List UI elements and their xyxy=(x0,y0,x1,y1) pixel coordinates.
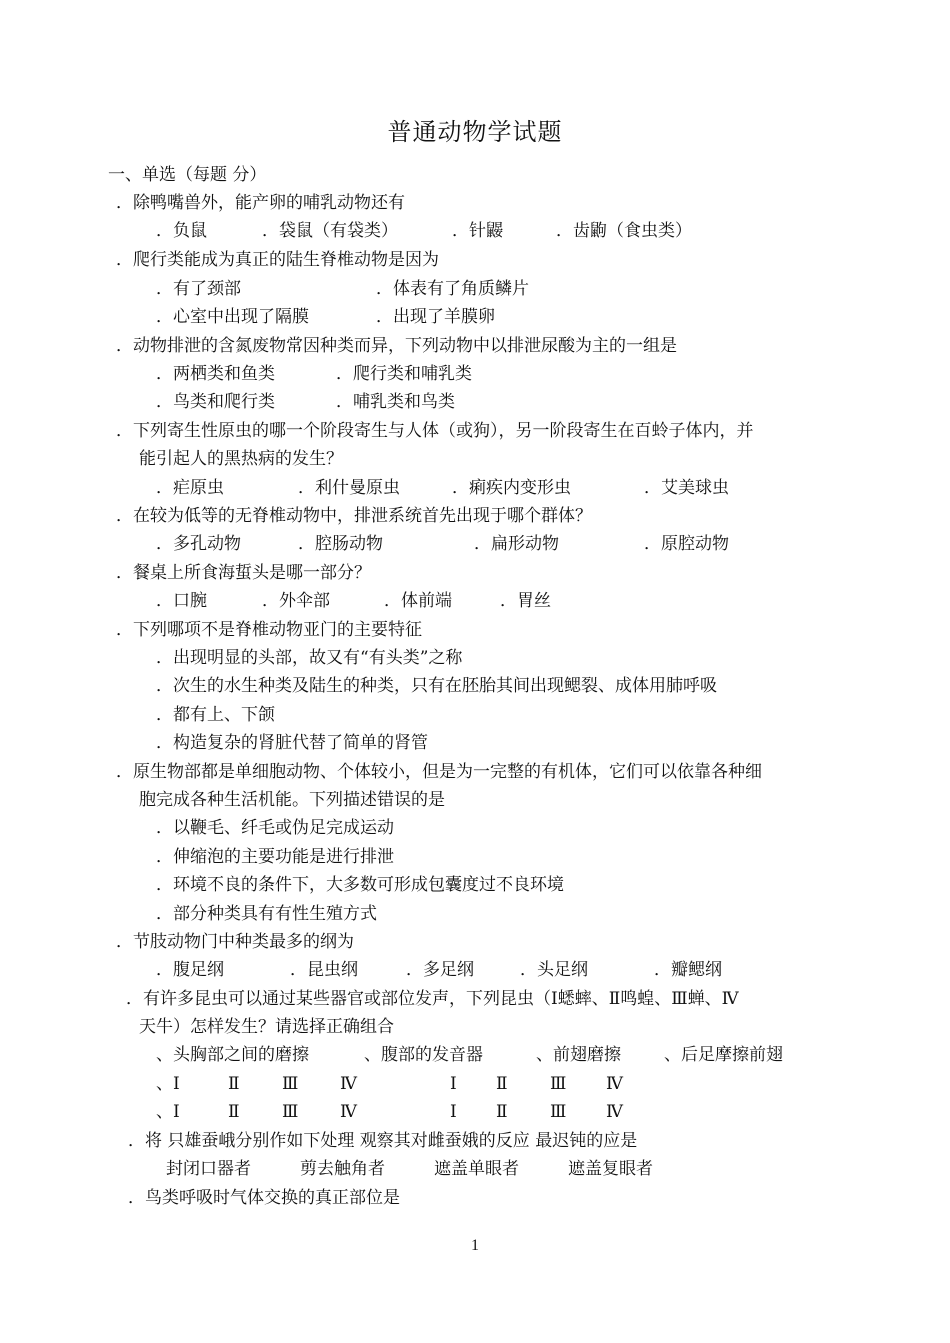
question-1-stem: ．除鸭嘴兽外，能产卵的哺乳动物还有 xyxy=(116,193,405,213)
q10-option-row-1-cell: Ⅱ xyxy=(496,1074,508,1094)
q10-option-row-1-cell: Ⅱ xyxy=(228,1074,240,1094)
q10-option-row-2-cell: Ⅱ xyxy=(228,1102,240,1122)
q4-option-c: ．痢疾内变形虫 xyxy=(452,478,571,498)
q4-option-d: ．艾美球虫 xyxy=(644,478,729,498)
q4-option-b: ．利什曼原虫 xyxy=(298,478,400,498)
question-12-stem: ．鸟类呼吸时气体交换的真正部位是 xyxy=(128,1188,400,1208)
q8-option-a: ．以鞭毛、纤毛或伪足完成运动 xyxy=(156,818,394,838)
q10-option-row-2-cell: 、Ⅰ xyxy=(156,1102,180,1122)
q8-option-d: ．部分种类具有有性生殖方式 xyxy=(156,904,377,924)
question-4-stem-line-1: ．下列寄生性原虫的哪一个阶段寄生与人体（或狗），另一阶段寄生在百蛉子体内，并 xyxy=(116,421,754,441)
q6-option-b: ．外伞部 xyxy=(262,591,330,611)
q5-option-d: ．原腔动物 xyxy=(644,534,729,554)
question-6-stem: ．餐桌上所食海蜇头是哪一部分？ xyxy=(116,563,371,583)
q3-option-b: ．爬行类和哺乳类 xyxy=(336,364,472,384)
question-2-stem: ．爬行类能成为真正的陆生脊椎动物是因为 xyxy=(116,250,439,270)
q3-option-d: ．哺乳类和鸟类 xyxy=(336,392,455,412)
q7-option-d: ．构造复杂的肾脏代替了简单的肾管 xyxy=(156,733,428,753)
q6-option-c: ．体前端 xyxy=(384,591,452,611)
question-5-stem: ．在较为低等的无脊椎动物中，排泄系统首先出现于哪个群体？ xyxy=(116,506,592,526)
page-number: 1 xyxy=(471,1237,479,1254)
question-8-stem-line-2: 胞完成各种生活机能。下列描述错误的是 xyxy=(139,790,445,810)
question-10-stem-line-1: ．有许多昆虫可以通过某些器官或部位发声，下列昆虫（Ⅰ蟋蟀、Ⅱ鸣蝗、Ⅲ蝉、Ⅳ xyxy=(126,989,739,1009)
q10-option-row-1-cell: Ⅳ xyxy=(606,1074,623,1094)
question-9-stem: ．节肢动物门中种类最多的纲为 xyxy=(116,932,354,952)
q2-option-b: ．体表有了角质鳞片 xyxy=(376,279,529,299)
q10-option-row-2-cell: Ⅰ xyxy=(450,1102,457,1122)
q1-option-d: ．齿鼩（食虫类） xyxy=(556,221,692,241)
q3-option-a: ．两栖类和鱼类 xyxy=(156,364,275,384)
question-11-stem: ．将 只雄蚕峨分别作如下处理 观察其对雌蚕娥的反应 最迟钝的应是 xyxy=(128,1131,638,1151)
q10-item-1: 、头胸部之间的磨擦 xyxy=(156,1045,309,1065)
q2-option-a: ．有了颈部 xyxy=(156,279,241,299)
q9-option-c: ．多足纲 xyxy=(406,960,474,980)
q10-option-row-2-cell: Ⅲ xyxy=(282,1102,299,1122)
q10-option-row-1-cell: Ⅰ xyxy=(450,1074,457,1094)
q10-option-row-1-cell: 、Ⅰ xyxy=(156,1074,180,1094)
question-8-stem-line-1: ．原生物部都是单细胞动物、个体较小，但是为一完整的有机体，它们可以依靠各种细 xyxy=(116,762,762,782)
q6-option-d: ．胃丝 xyxy=(500,591,551,611)
q1-option-b: ．袋鼠（有袋类） xyxy=(262,221,398,241)
q2-option-d: ．出现了羊膜卵 xyxy=(376,307,495,327)
q6-option-a: ．口腕 xyxy=(156,591,207,611)
q10-item-3: 、前翅磨擦 xyxy=(536,1045,621,1065)
question-4-stem-line-2: 能引起人的黑热病的发生？ xyxy=(139,449,343,469)
q9-option-b: ．昆虫纲 xyxy=(290,960,358,980)
q11-option-d: 遮盖复眼者 xyxy=(568,1159,653,1179)
q7-option-b: ．次生的水生种类及陆生的种类，只有在胚胎其间出现鳃裂、成体用肺呼吸 xyxy=(156,676,717,696)
question-7-stem: ．下列哪项不是脊椎动物亚门的主要特征 xyxy=(116,620,422,640)
q1-option-c: ．针鼹 xyxy=(452,221,503,241)
q5-option-b: ．腔肠动物 xyxy=(298,534,383,554)
q8-option-b: ．伸缩泡的主要功能是进行排泄 xyxy=(156,847,394,867)
question-10-stem-line-2: 天牛）怎样发生？请选择正确组合 xyxy=(139,1017,394,1037)
q2-option-c: ．心室中出现了隔膜 xyxy=(156,307,309,327)
q8-option-c: ．环境不良的条件下，大多数可形成包囊度过不良环境 xyxy=(156,875,564,895)
q10-item-4: 、后足摩擦前翅 xyxy=(664,1045,783,1065)
q11-option-a: 封闭口器者 xyxy=(166,1159,251,1179)
q10-option-row-1-cell: Ⅲ xyxy=(550,1074,567,1094)
q7-option-a: ．出现明显的头部，故又有“有头类”之称 xyxy=(156,648,463,668)
q10-option-row-1-cell: Ⅳ xyxy=(340,1074,357,1094)
q10-item-2: 、腹部的发音器 xyxy=(364,1045,483,1065)
q10-option-row-2-cell: Ⅱ xyxy=(496,1102,508,1122)
q9-option-d: ．头足纲 xyxy=(520,960,588,980)
q11-option-c: 遮盖单眼者 xyxy=(434,1159,519,1179)
q11-option-b: 剪去触角者 xyxy=(300,1159,385,1179)
q4-option-a: ．疟原虫 xyxy=(156,478,224,498)
q10-option-row-1-cell: Ⅲ xyxy=(282,1074,299,1094)
q10-option-row-2-cell: Ⅳ xyxy=(606,1102,623,1122)
document-title: 普通动物学试题 xyxy=(387,118,563,146)
q5-option-c: ．扁形动物 xyxy=(474,534,559,554)
q10-option-row-2-cell: Ⅲ xyxy=(550,1102,567,1122)
q3-option-c: ．鸟类和爬行类 xyxy=(156,392,275,412)
section-heading: 一、单选（每题 分） xyxy=(108,165,267,185)
q9-option-e: ．瓣鳃纲 xyxy=(654,960,722,980)
question-3-stem: ．动物排泄的含氮废物常因种类而异，下列动物中以排泄尿酸为主的一组是 xyxy=(116,336,677,356)
q9-option-a: ．腹足纲 xyxy=(156,960,224,980)
q1-option-a: ．负鼠 xyxy=(156,221,207,241)
q10-option-row-2-cell: Ⅳ xyxy=(340,1102,357,1122)
q7-option-c: ．都有上、下颌 xyxy=(156,705,275,725)
q5-option-a: ．多孔动物 xyxy=(156,534,241,554)
